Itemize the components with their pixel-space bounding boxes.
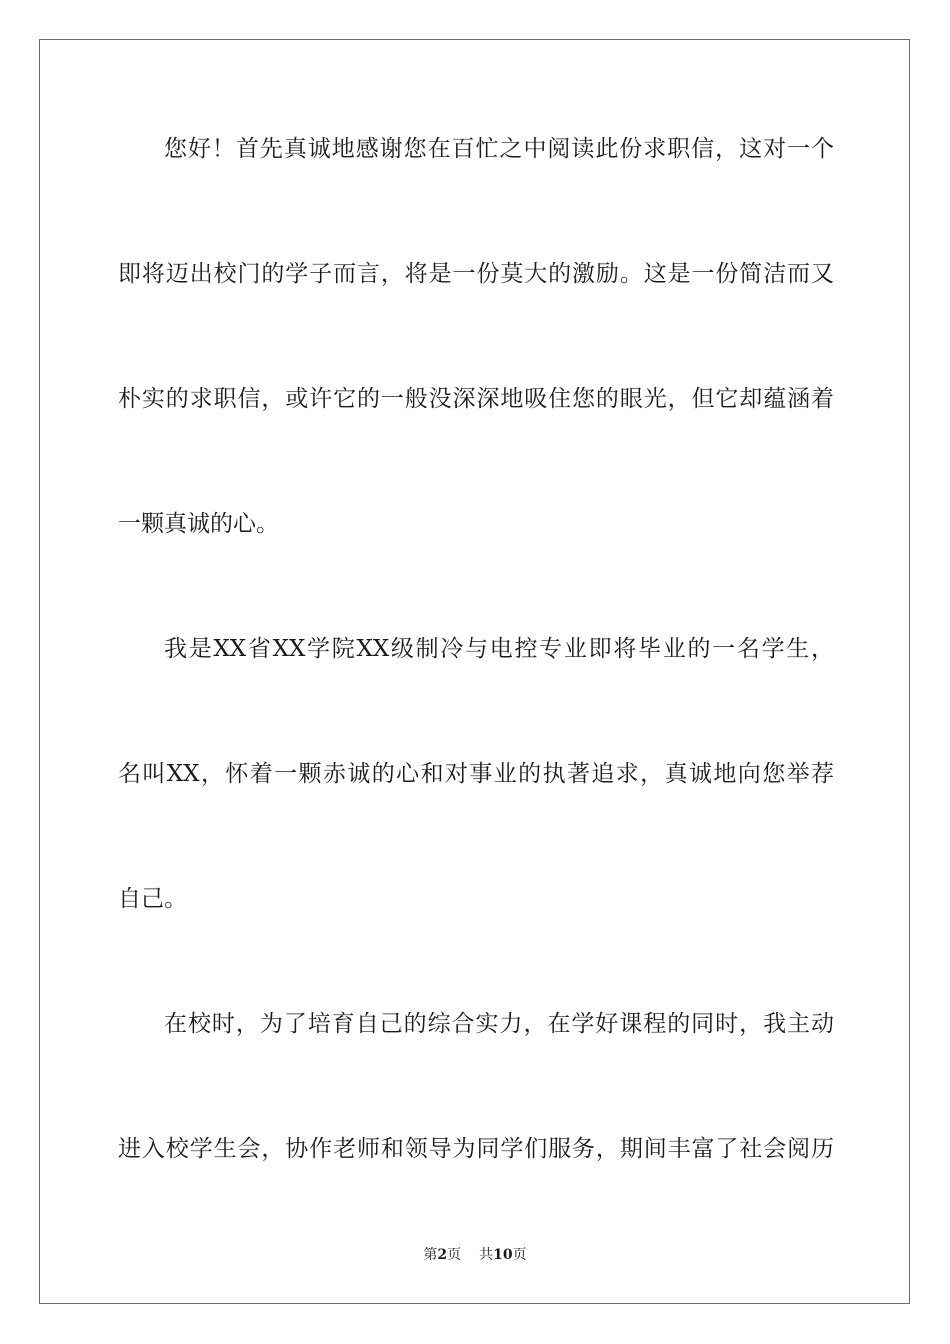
total-prefix: 共 — [479, 1247, 494, 1263]
paragraph-1-line-2: 即将迈出校门的学子而言，将是一份莫大的激励。这是一份简洁而又 — [118, 261, 834, 287]
paragraph-3-line-2: 进入校学生会，协作老师和领导为同学们服务，期间丰富了社会阅历 — [118, 1136, 834, 1162]
paragraph-2-line-3: 自己。 — [118, 886, 187, 912]
paragraph-2-line-2: 名叫XX，怀着一颗赤诚的心和对事业的执著追求，真诚地向您举荐 — [118, 761, 834, 787]
page-frame — [39, 39, 910, 1304]
paragraph-1-line-1: 您好！首先真诚地感谢您在百忙之中阅读此份求职信，这对一个 — [164, 136, 834, 162]
paragraph-2-line-1: 我是XX省XX学院XX级制冷与电控专业即将毕业的一名学生， — [164, 636, 834, 662]
page-footer — [0, 1246, 950, 1264]
paragraph-1-line-3: 朴实的求职信，或许它的一般没深深地吸住您的眼光，但它却蕴涵着 — [118, 386, 834, 412]
page-suffix: 页 — [447, 1247, 462, 1263]
page-prefix: 第 — [423, 1247, 438, 1263]
paragraph-3-line-1: 在校时，为了培育自己的综合实力，在学好课程的同时，我主动 — [164, 1011, 834, 1037]
page-number: 2 — [437, 1247, 448, 1263]
paragraph-1-line-4: 一颗真诚的心。 — [118, 511, 279, 537]
total-pages: 10 — [493, 1247, 513, 1263]
total-suffix: 页 — [512, 1247, 527, 1263]
